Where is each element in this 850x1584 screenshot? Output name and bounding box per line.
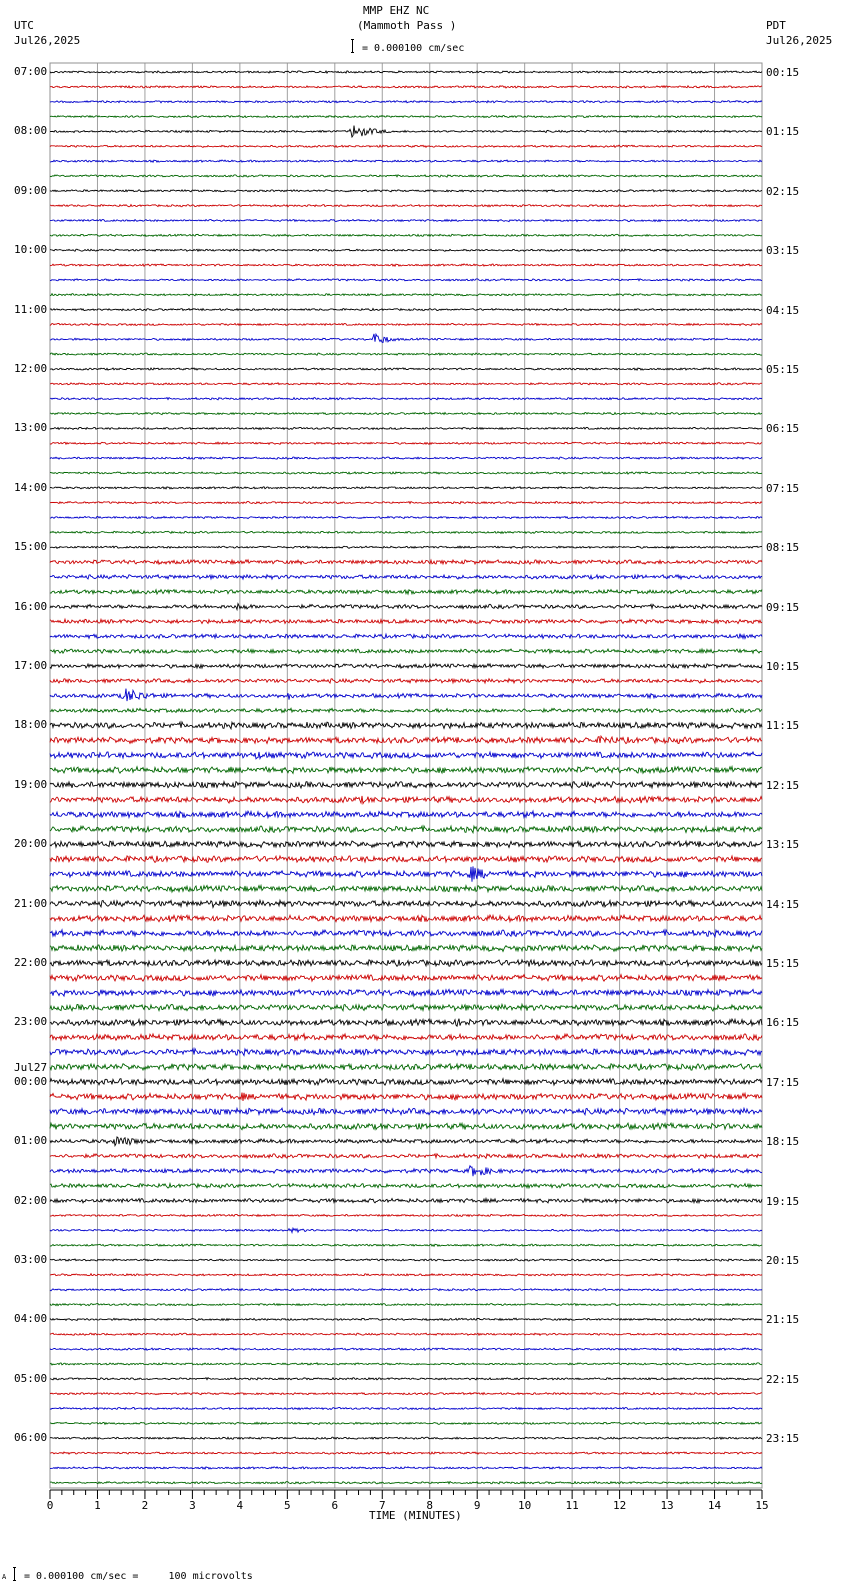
location-title: (Mammoth Pass ) xyxy=(357,19,457,32)
pdt-hour-label: 20:15 xyxy=(766,1254,800,1267)
trace-19 xyxy=(50,353,762,355)
trace-5 xyxy=(50,145,762,147)
utc-hour-label: 00:00 xyxy=(14,1074,48,1088)
utc-hour-label: 03:00 xyxy=(14,1253,48,1266)
trace-25 xyxy=(50,442,762,444)
trace-32 xyxy=(50,546,762,548)
trace-89 xyxy=(50,1393,762,1395)
trace-16 xyxy=(50,309,762,311)
trace-20 xyxy=(50,368,762,370)
trace-group xyxy=(50,71,762,1484)
trace-21 xyxy=(50,383,762,385)
trace-87 xyxy=(50,1363,762,1365)
pdt-hour-label: 12:15 xyxy=(766,778,800,792)
pdt-hour-label: 04:15 xyxy=(766,303,800,317)
trace-30 xyxy=(50,516,762,518)
pdt-hour-label: 09:15 xyxy=(766,600,800,614)
trace-94 xyxy=(50,1467,762,1469)
pdt-hour-label: 03:15 xyxy=(766,244,800,258)
pdt-label: PDT xyxy=(766,19,786,32)
trace-74 xyxy=(50,1166,762,1176)
trace-51 xyxy=(50,826,762,833)
footer-scale-label: = 0.000100 cm/sec = 100 microvolts xyxy=(24,1571,253,1582)
pdt-hour-label: 01:15 xyxy=(766,125,800,139)
trace-46 xyxy=(50,752,762,759)
x-tick-label: 12 xyxy=(612,1499,627,1512)
trace-80 xyxy=(50,1259,762,1261)
trace-15 xyxy=(50,294,762,296)
x-tick-label: 4 xyxy=(236,1499,244,1512)
x-tick-label: 10 xyxy=(518,1499,532,1512)
trace-65 xyxy=(50,1034,762,1041)
scale-bar-icon xyxy=(351,39,354,53)
trace-64 xyxy=(50,1019,762,1026)
trace-71 xyxy=(50,1123,762,1130)
x-tick-label: 2 xyxy=(141,1499,149,1512)
trace-49 xyxy=(50,796,762,804)
pdt-hour-label: 02:15 xyxy=(766,184,800,198)
pdt-hour-label: 17:15 xyxy=(766,1075,800,1089)
pdt-hour-label: 08:15 xyxy=(766,541,800,555)
trace-67 xyxy=(50,1064,762,1071)
trace-40 xyxy=(50,664,762,669)
trace-13 xyxy=(50,264,762,266)
pdt-hour-label: 18:15 xyxy=(766,1135,800,1149)
trace-26 xyxy=(50,457,762,459)
x-tick-label: 15 xyxy=(755,1499,769,1512)
trace-73 xyxy=(50,1154,762,1159)
trace-79 xyxy=(50,1244,762,1246)
utc-hour-label: 10:00 xyxy=(14,243,48,257)
pdt-hour-label: 15:15 xyxy=(766,957,800,970)
pdt-hour-label: 22:15 xyxy=(766,1372,800,1386)
trace-23 xyxy=(50,413,762,415)
trace-90 xyxy=(50,1408,762,1410)
trace-43 xyxy=(50,708,762,712)
trace-28 xyxy=(50,487,762,489)
x-tick-label: 6 xyxy=(331,1499,339,1512)
pdt-hour-label: 19:15 xyxy=(766,1194,800,1208)
x-tick-label: 0 xyxy=(46,1499,54,1512)
trace-6 xyxy=(50,160,762,162)
utc-hour-label: 14:00 xyxy=(14,480,48,494)
pdt-hour-label: 00:15 xyxy=(766,66,800,79)
trace-22 xyxy=(50,398,762,400)
pdt-hour-label: 21:15 xyxy=(766,1313,800,1327)
trace-70 xyxy=(50,1108,762,1115)
trace-3 xyxy=(50,115,762,117)
x-tick-label: 14 xyxy=(707,1499,722,1512)
utc-hour-label: 01:00 xyxy=(14,1134,48,1148)
trace-47 xyxy=(50,767,762,774)
x-tick-label: 7 xyxy=(378,1499,386,1512)
pdt-hour-label: 05:15 xyxy=(766,363,800,376)
trace-27 xyxy=(50,472,762,474)
trace-45 xyxy=(50,736,762,743)
trace-62 xyxy=(50,989,762,996)
trace-33 xyxy=(50,560,762,564)
pdt-hour-label: 16:15 xyxy=(766,1016,800,1030)
trace-54 xyxy=(50,866,762,881)
pdt-hour-label: 06:15 xyxy=(766,422,800,436)
trace-83 xyxy=(50,1304,762,1306)
trace-36 xyxy=(50,604,762,610)
utc-hour-label: 20:00 xyxy=(14,837,48,851)
trace-14 xyxy=(50,279,762,281)
trace-31 xyxy=(50,531,762,533)
pdt-hour-label: 10:15 xyxy=(766,660,800,673)
trace-52 xyxy=(50,841,762,847)
trace-76 xyxy=(50,1199,762,1203)
trace-69 xyxy=(50,1093,762,1101)
trace-37 xyxy=(50,619,762,623)
trace-88 xyxy=(50,1378,762,1380)
pdt-hour-label: 11:15 xyxy=(766,719,800,733)
utc-hour-label: 18:00 xyxy=(14,718,48,732)
x-tick-label: 5 xyxy=(284,1499,291,1512)
utc-hour-label: 07:00 xyxy=(14,65,48,78)
trace-57 xyxy=(50,915,762,922)
utc-hour-label: 08:00 xyxy=(14,124,48,138)
pdt-hour-label: 13:15 xyxy=(766,838,800,852)
utc-hour-label: 19:00 xyxy=(14,777,48,791)
trace-4 xyxy=(50,126,762,137)
trace-68 xyxy=(50,1079,762,1085)
utc-hour-label: 15:00 xyxy=(14,540,48,554)
x-tick-label: 13 xyxy=(660,1499,674,1512)
trace-78 xyxy=(50,1228,762,1232)
trace-95 xyxy=(50,1482,762,1484)
utc-hour-label: 22:00 xyxy=(14,956,48,969)
trace-85 xyxy=(50,1333,762,1335)
trace-11 xyxy=(50,234,762,236)
utc-hour-label: 12:00 xyxy=(14,362,48,375)
trace-2 xyxy=(50,101,762,103)
trace-10 xyxy=(50,220,762,222)
x-tick-label: 9 xyxy=(473,1499,481,1512)
date-change-label: Jul27 xyxy=(14,1060,48,1074)
utc-hour-label: 16:00 xyxy=(14,599,48,613)
trace-48 xyxy=(50,782,762,789)
trace-44 xyxy=(50,722,762,729)
utc-label: UTC xyxy=(14,19,34,32)
utc-hour-label: 11:00 xyxy=(14,302,48,316)
trace-53 xyxy=(50,856,762,863)
utc-hour-label: 21:00 xyxy=(14,896,48,910)
trace-56 xyxy=(50,900,762,907)
trace-1 xyxy=(50,86,762,88)
trace-7 xyxy=(50,175,762,177)
x-tick-label: 3 xyxy=(189,1499,196,1512)
trace-41 xyxy=(50,679,762,683)
trace-12 xyxy=(50,249,762,251)
utc-hour-label: 13:00 xyxy=(14,421,48,435)
utc-date: Jul26,2025 xyxy=(14,34,81,47)
trace-24 xyxy=(50,427,762,429)
trace-63 xyxy=(50,1004,762,1011)
trace-59 xyxy=(50,945,762,952)
trace-29 xyxy=(50,502,762,504)
trace-82 xyxy=(50,1289,762,1291)
pdt-hour-label: 07:15 xyxy=(766,481,800,495)
trace-18 xyxy=(50,334,762,343)
trace-77 xyxy=(50,1214,762,1216)
scale-label: = 0.000100 cm/sec xyxy=(362,43,465,54)
utc-hour-label: 23:00 xyxy=(14,1015,48,1029)
trace-93 xyxy=(50,1452,762,1454)
x-axis-label: TIME (MINUTES) xyxy=(369,1509,462,1522)
trace-34 xyxy=(50,575,762,579)
x-tick-label: 8 xyxy=(426,1499,434,1512)
utc-hour-label: 02:00 xyxy=(14,1193,48,1207)
trace-75 xyxy=(50,1184,762,1188)
footer-scale-bar-icon xyxy=(13,1567,16,1581)
pdt-date: Jul26,2025 xyxy=(766,34,833,47)
station-title: MMP EHZ NC xyxy=(363,4,430,17)
trace-55 xyxy=(50,886,762,893)
pdt-hour-label: 23:15 xyxy=(766,1432,800,1446)
utc-hour-label: 04:00 xyxy=(14,1312,48,1326)
trace-50 xyxy=(50,811,762,818)
trace-35 xyxy=(50,590,762,595)
trace-0 xyxy=(50,71,762,73)
x-tick-label: 1 xyxy=(94,1499,101,1512)
trace-72 xyxy=(50,1137,762,1146)
utc-hour-label: 05:00 xyxy=(14,1371,48,1385)
trace-91 xyxy=(50,1422,762,1424)
pdt-hour-label: 14:15 xyxy=(766,897,800,911)
trace-92 xyxy=(50,1437,762,1439)
utc-hour-label: 06:00 xyxy=(14,1431,48,1445)
utc-hour-label: 17:00 xyxy=(14,659,48,672)
trace-60 xyxy=(50,960,762,967)
trace-38 xyxy=(50,634,762,639)
footer-marker: A xyxy=(2,1573,7,1581)
trace-81 xyxy=(50,1274,762,1276)
utc-hour-label: 09:00 xyxy=(14,183,48,197)
trace-86 xyxy=(50,1348,762,1350)
trace-9 xyxy=(50,205,762,207)
x-tick-label: 11 xyxy=(565,1499,579,1512)
trace-42 xyxy=(50,689,762,702)
trace-61 xyxy=(50,975,762,981)
trace-8 xyxy=(50,190,762,192)
trace-84 xyxy=(50,1318,762,1320)
trace-39 xyxy=(50,649,762,653)
trace-17 xyxy=(50,323,762,325)
trace-66 xyxy=(50,1049,762,1056)
trace-58 xyxy=(50,930,762,937)
